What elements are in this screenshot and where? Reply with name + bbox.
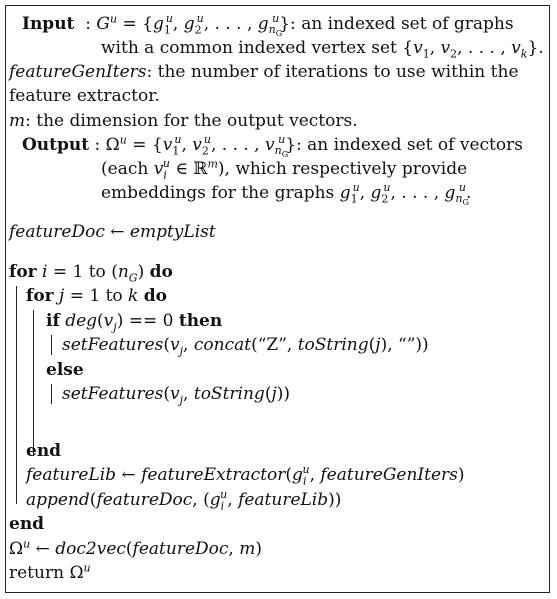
algorithm-box: [5, 5, 550, 593]
input-line-2: with a common indexed vertex set {$v_1$, $v_2$, . . . , $v_k$}.: [101, 38, 544, 61]
feature-lib-line: featureLib ← $featureExtractor(g_i^u$, featureGenIters): [26, 463, 465, 488]
for-i-line: for i = 1 to $(n_G)$ do: [9, 262, 173, 285]
feature-gen-iters-description: the number of iterations to use within the: [157, 62, 519, 82]
if-block-bar: [51, 335, 52, 355]
input-description-2: with a common indexed vertex set: [101, 38, 397, 58]
for-j-block-bar: [33, 310, 34, 456]
end-for-i: end: [9, 514, 45, 534]
feature-extractor-description: feature extractor.: [9, 86, 160, 106]
doc2vec-line: $\Omega^u$ ← doc2vec(featureDoc, m): [9, 537, 262, 559]
output-line-1: Output : $\Omega^u = \{v_1^u$, $v_2^u$, . . . , $v_{n_G}^u$}: an indexed set of vectors: [22, 133, 523, 160]
for-i-block-bar: [16, 286, 17, 504]
input-label: Input: [22, 14, 75, 34]
return-line: return $\Omega^u$: [9, 561, 91, 583]
input-line-1: Input : $G^u = \{g_1^u$, $g_2^u$, . . . , $g_{n_G}^u$}: an indexed set of graphs: [22, 12, 514, 39]
feature-gen-iters-line: featureGenIters: the number of iterations to use within the: [9, 62, 519, 82]
else-block-bar: [51, 384, 52, 404]
feature-extractor-line: [9, 86, 160, 106]
m-line: m: the dimension for the output vectors.: [9, 111, 358, 131]
output-label: Output: [22, 135, 90, 155]
m-description: the dimension for the output vectors.: [36, 111, 358, 131]
output-line-3: embeddings for the graphs $g_1^u$, $g_2^u$, . . . , $g_{n_G}^u$.: [101, 181, 472, 208]
end-for-j: end: [26, 441, 62, 461]
output-description: an indexed set of vectors: [307, 135, 523, 155]
append-line: append(featureDoc, ($g_i^u$, featureLib)): [26, 488, 342, 513]
set-features-z-line: $setFeatures(v_j$, concat(“Z”, toString(j), “”)): [62, 335, 429, 358]
output-line-2: (each $v_i^u$ ∈ ℝ$^m$), which respectively provide: [101, 157, 468, 182]
else-line: else: [46, 360, 84, 380]
for-j-line: for j = 1 to k do: [26, 286, 167, 306]
init-line: featureDoc ← emptyList: [9, 222, 216, 242]
set-features-line: $setFeatures(v_j$, toString(j)): [62, 384, 290, 407]
input-description: an indexed set of graphs: [301, 14, 514, 34]
feature-gen-iters-name: featureGenIters: [9, 62, 147, 82]
if-line: if $deg(v_j) == 0$ then: [46, 311, 223, 334]
